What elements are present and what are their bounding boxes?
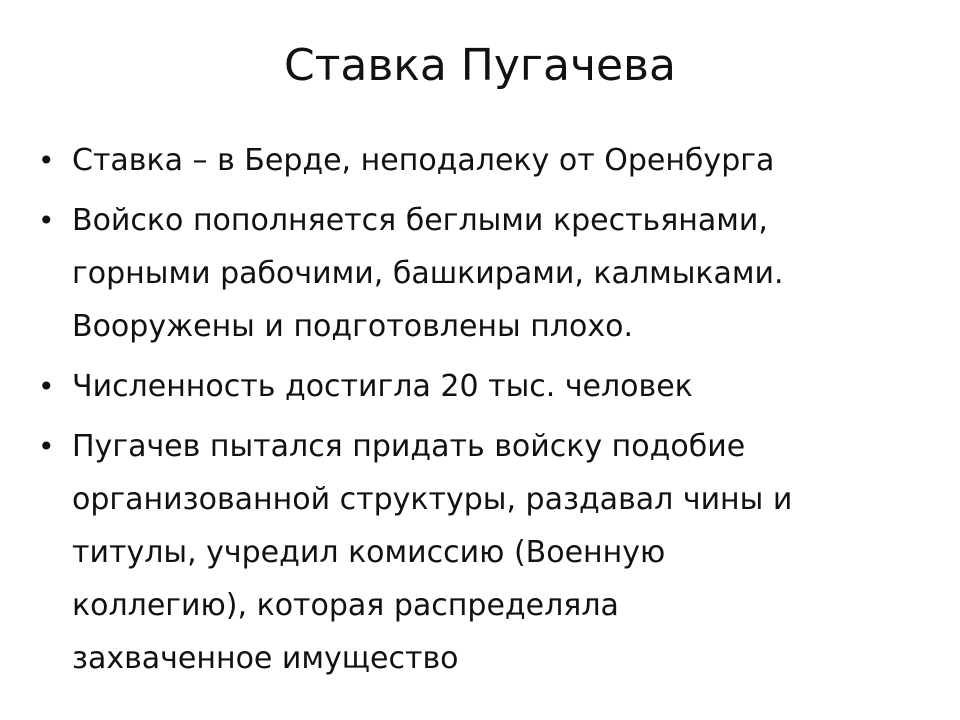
bullet-item (38, 420, 918, 685)
bullet-marker: • (38, 144, 55, 177)
bullet-marker: • (38, 370, 55, 403)
slide-title: Ставка Пугачева (284, 40, 676, 91)
bullet-item (38, 194, 918, 353)
bullet-text-line: коллегию), которая распределяла (72, 588, 619, 623)
bullet-text-line: титулы, учредил комиссию (Военную (72, 535, 666, 570)
bullet-text-line: Пугачев пытался придать войску подобие (72, 429, 746, 464)
bullet-marker: • (38, 430, 55, 463)
bullet-text-line: захваченное имущество (72, 641, 459, 676)
bullet-item (38, 134, 918, 187)
bullet-marker: • (38, 204, 55, 237)
bullet-text-line: организованной структуры, раздавал чины и (72, 482, 793, 517)
bullet-text-line: Ставка – в Берде, неподалеку от Оренбурга (72, 143, 775, 178)
bullet-text-line: Численность достигла 20 тыс. человек (72, 369, 693, 404)
bullet-item (38, 360, 918, 413)
bullet-list (38, 134, 918, 692)
bullet-text-line: горными рабочими, башкирами, калмыками. (72, 256, 784, 291)
bullet-text-line: Войско пополняется беглыми крестьянами, (72, 203, 768, 238)
bullet-text-line: Вооружены и подготовлены плохо. (72, 309, 634, 344)
